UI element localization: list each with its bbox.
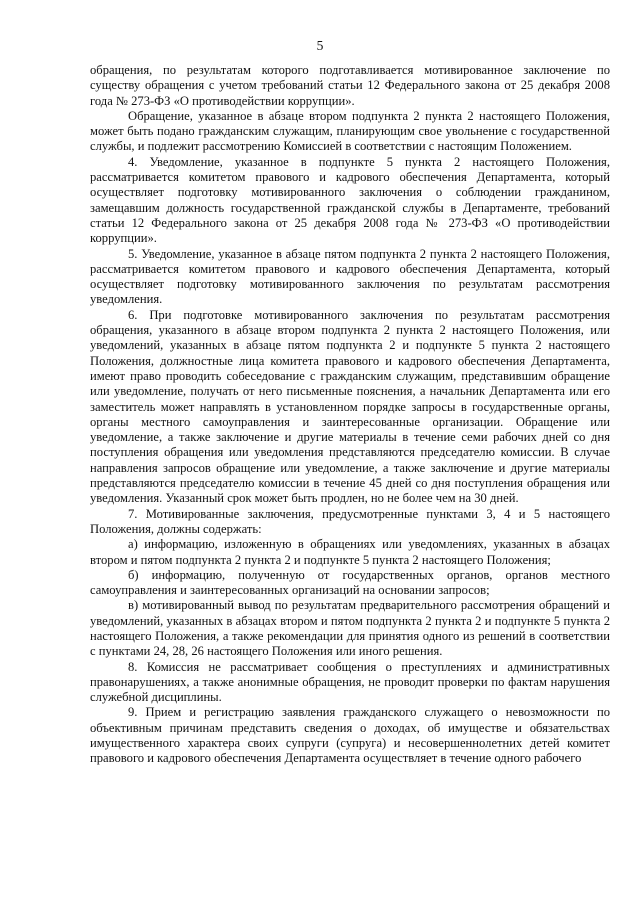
page-number: 5 [316, 38, 324, 53]
paragraph-appeal-note: Обращение, указанное в абзаце втором подпункта 2 пункта 2 настоящего Положения, может быть подано гражданским служащим, планирующим свое увольнение с государственной службы, и подлежит рассмотрению Комиссией в соответствии с настоящим Положением. [90, 108, 610, 154]
paragraph-item-7b: б) информацию, полученную от государственных органов, органов местного самоуправления и заинтересованных организаций на основании запросов; [90, 567, 610, 598]
paragraph-item-7: 7. Мотивированные заключения, предусмотренные пунктами 3, 4 и 5 настоящего Положения, должны содержать: [90, 506, 610, 536]
paragraph-item-7c: в) мотивированный вывод по результатам предварительного рассмотрения обращений и уведомлений, указанных в абзацах втором и пятом подпункта 2 пункта 2 и подпункте 5 пункта 2 настоящего Положения, а также рекомендации для принятия одного из решений в соответствии с пунктами 24, 28, 26 настоящего Положения или иного решения. [90, 598, 610, 659]
paragraph-item-9: 9. Прием и регистрацию заявления гражданского служащего о невозможности по объективным причинам представить сведения о доходах, об имуществе и обязательствах имущественного характера своих супруги (супруга) и несовершеннолетних детей комитет правового и кадрового обеспечения Департамента осуществляет в течение одного рабочего [90, 705, 610, 766]
paragraph-item-5: 5. Уведомление, указанное в абзаце пятом подпункта 2 пункта 2 настоящего Положения, рассматривается комитетом правового и кадрового обеспечения Департамента, который осуществляет подготовку мотивированного заключения по результатам рассмотрения уведомления. [90, 246, 610, 307]
paragraph-item-8: 8. Комиссия не рассматривает сообщения о преступлениях и административных правонарушениях, а также анонимные обращения, не проводит проверки по фактам нарушения служебной дисциплины. [90, 659, 610, 705]
paragraph-item-7a: а) информацию, изложенную в обращениях или уведомлениях, указанных в абзацах втором и пятом подпункта 2 пункта 2 и подпункте 5 пункта 2 настоящего Положения; [90, 537, 610, 567]
paragraph-continuation: обращения, по результатам которого подготавливается мотивированное заключение по существу обращения с учетом требований статьи 12 Федерального закона от 25 декабря 2008 года № 273-ФЗ «О противодействии коррупции». [90, 63, 610, 108]
document-body [90, 63, 610, 767]
paragraph-item-6: 6. При подготовке мотивированного заключения по результатам рассмотрения обращения, указанного в абзаце втором подпункта 2 пункта 2 настоящего Положения, или уведомлений, указанных в абзаце пятом подпункта 2 и подпункте 5 пункта 2 настоящего Положения, должностные лица комитета правового и кадрового обеспечения Департамента, имеют право проводить собеседование с гражданским служащим, представившим обращение или уведомление, получать от него письменные пояснения, а начальник Департамента или его заместитель может направлять в установленном порядке запросы в государственные органы, органы местного самоуправления и заинтересованные организации. Обращение или уведомление, а также заключение и другие материалы в течение семи рабочих дней со дня поступления обращения или уведомления представляются председателю комиссии. В случае направления запросов обращение или уведомление, а также заключение и другие материалы представляются председателю комиссии в течение 45 дней со дня поступления обращения или уведомления. Указанный срок может быть продлен, но не более чем на 30 дней. [90, 307, 610, 506]
paragraph-item-4: 4. Уведомление, указанное в подпункте 5 пункта 2 настоящего Положения, рассматривается комитетом правового и кадрового обеспечения Департамента, который осуществляет подготовку мотивированного заключения о соблюдении гражданином, замещавшим должность государственной гражданской службы в Департаменте, требований статьи 12 Федерального закона от 25 декабря 2008 года № 273-ФЗ «О противодействии коррупции». [90, 154, 610, 246]
